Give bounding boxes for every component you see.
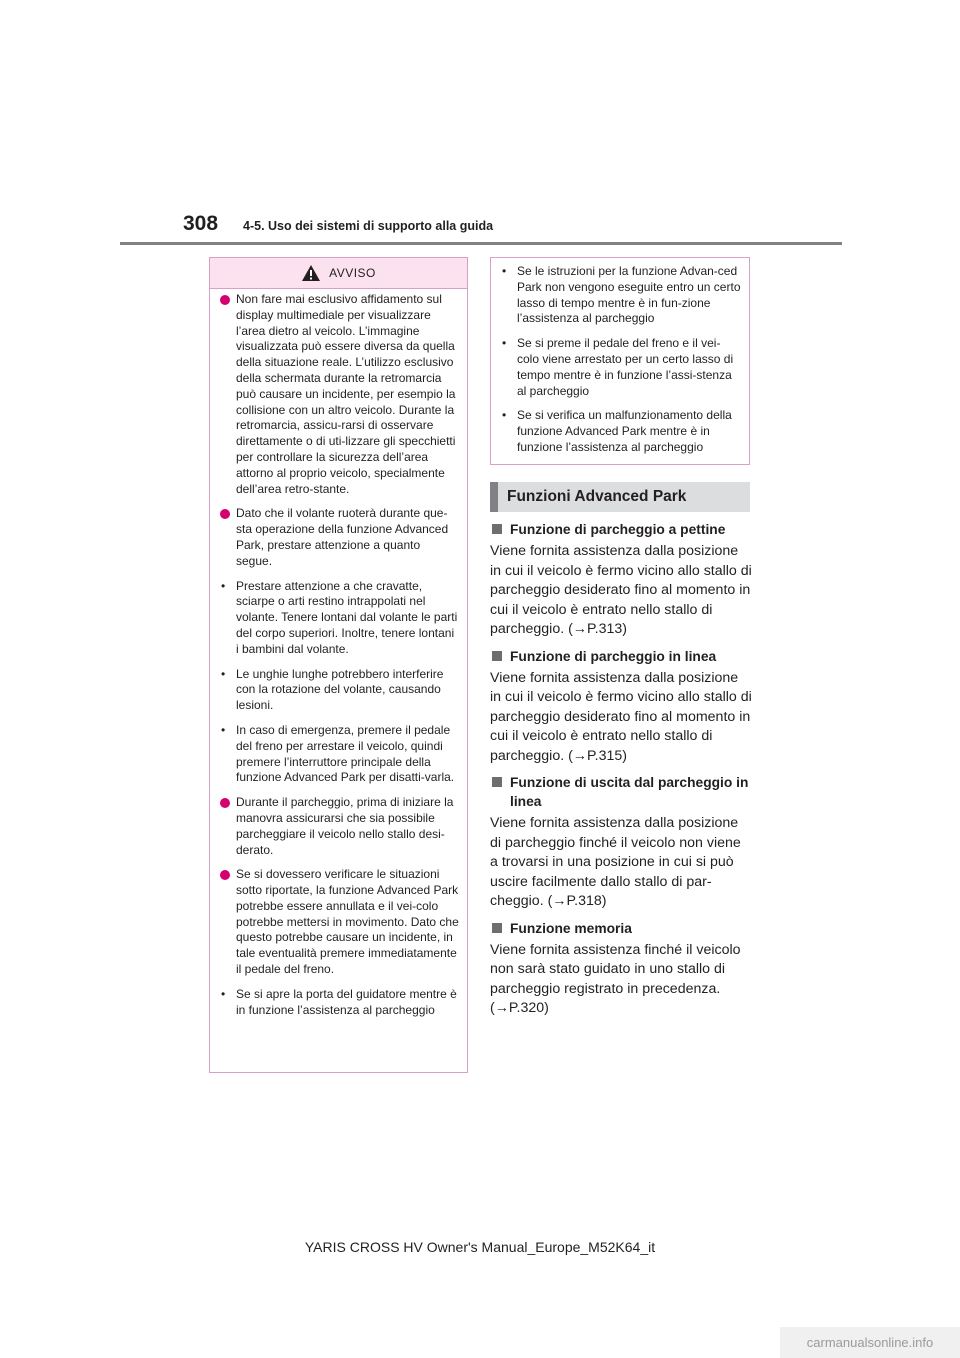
warning-item-text: Durante il parcheggio, prima di iniziare la manovra assicurarsi che sia possibile parcheggiare il veicolo nello stallo desi-derato. bbox=[236, 795, 454, 857]
function-title-text: Funzione di uscita dal parcheggio in linea bbox=[510, 775, 749, 809]
square-bullet-icon bbox=[492, 777, 502, 787]
condition-item bbox=[499, 336, 741, 399]
warning-header bbox=[210, 258, 467, 289]
function-title-text: Funzione di parcheggio a pettine bbox=[510, 522, 726, 537]
warning-subitem bbox=[218, 987, 459, 1019]
bullet-icon: • bbox=[221, 666, 226, 681]
bullet-icon: • bbox=[221, 578, 226, 593]
functions-heading-text: Funzioni Advanced Park bbox=[507, 488, 687, 505]
warning-item-text: Le unghie lunghe potrebbero interferire con la rotazione del volante, causando lesioni. bbox=[236, 666, 444, 713]
warning-item bbox=[218, 292, 459, 497]
condition-item bbox=[499, 408, 741, 455]
warning-item-text: Non fare mai esclusivo affidamento sul display multimediale per visualizzare l’area dietro al veicolo. L’immagine visualizzata può essere diversa da quella della situazione reale. L’utilizzo esclusivo della schermata durante la retromarcia può causare un incidente, per esempio la collisione con un altro veicolo. Durante la retromarcia, assicu-rarsi di osservare direttamente o di uti-lizzare gli specchietti per controllare la sicurezza dell’area attorno al proprio veicolo, specialmente dell’area retro-stante. bbox=[236, 292, 456, 496]
function-title bbox=[490, 773, 752, 811]
warning-item bbox=[218, 506, 459, 569]
bullet-icon: • bbox=[502, 336, 507, 351]
warning-item-text: Dato che il volante ruoterà durante que-sta operazione della funzione Advanced Park, prestare attenzione a quanto segue. bbox=[236, 506, 449, 568]
function-title-text: Funzione memoria bbox=[510, 920, 632, 936]
footer: YARIS CROSS HV Owner's Manual_Europe_M52K64_it bbox=[304, 1239, 656, 1255]
warning-item bbox=[218, 867, 459, 978]
section-title: 4-5. Uso dei sistemi di supporto alla guida bbox=[243, 219, 494, 233]
conditions-box bbox=[490, 257, 750, 465]
function-description: Viene fornita assistenza finché il veicolo non sarà stato guidato in uno stallo di parcheggio registrato in precedenza. (→P.320) bbox=[490, 941, 741, 1016]
warning-item-text: Se si dovessero verificare le situazioni sotto riportate, la funzione Advanced Park potrebbe essere annullata e il vei-colo potrebbe mettersi in movimento. Dato che questo potrebbe causare un incidente, in tale eventualità premere immediatamente il pedale del freno. bbox=[236, 867, 459, 977]
function-description: Viene fornita assistenza dalla posizione di parcheggio finché il veicolo non viene a trovarsi in una posizione in cui si può uscire facilmente dallo stallo di par-cheggio. (→P.318) bbox=[490, 815, 741, 909]
warning-item-text: Se si apre la porta del guidatore mentre è in funzione l’assistenza al parcheggio bbox=[236, 986, 457, 1017]
warning-subitem bbox=[218, 667, 459, 714]
bullet-dot-icon bbox=[220, 509, 230, 519]
function-description: Viene fornita assistenza dalla posizione in cui il veicolo è fermo vicino allo stallo di parcheggio desiderato fino al momento in cui il veicolo è entrato nello stallo di parcheggio. (→P.313) bbox=[490, 543, 752, 637]
functions-heading bbox=[490, 482, 750, 512]
function-title bbox=[490, 647, 752, 666]
warning-title: AVVISO bbox=[329, 266, 376, 280]
warning-item-text: In caso di emergenza, premere il pedale del freno per arrestare il veicolo, quindi premere l’interruttore principale della funzione Advanced Park per disatti-varla. bbox=[236, 722, 455, 785]
bullet-dot-icon bbox=[220, 295, 230, 305]
condition-text: Se si verifica un malfunzionamento della funzione Advanced Park mentre è in funzione l’assistenza al parcheggio bbox=[517, 408, 732, 454]
function-description: Viene fornita assistenza dalla posizione in cui il veicolo è fermo vicino allo stallo di parcheggio desiderato fino al momento in cui il veicolo è entrato nello stallo di parcheggio. (→P.315) bbox=[490, 669, 752, 764]
warning-triangle-icon bbox=[301, 264, 321, 282]
function-title bbox=[490, 919, 752, 938]
square-bullet-icon bbox=[492, 651, 502, 661]
warning-subitem bbox=[218, 579, 459, 658]
function-title-text: Funzione di parcheggio in linea bbox=[510, 648, 717, 664]
functions-list bbox=[490, 520, 752, 1026]
bullet-icon: • bbox=[502, 408, 507, 423]
condition-item bbox=[499, 264, 741, 327]
bullet-dot-icon bbox=[220, 798, 230, 808]
square-bullet-icon bbox=[492, 923, 502, 933]
warning-box bbox=[209, 257, 468, 1073]
page-number: 308 bbox=[183, 212, 219, 235]
condition-text: Se si preme il pedale del freno e il vei-colo viene arrestato per un certo lasso di tempo mentre è in funzione l’assi-stenza al parcheggio bbox=[517, 336, 734, 398]
condition-text: Se le istruzioni per la funzione Advan-ced Park non vengono eseguite entro un certo lasso di tempo mentre è in fun-zione l’assistenza al parcheggio bbox=[517, 264, 741, 326]
square-bullet-icon bbox=[492, 524, 502, 534]
header-rule bbox=[120, 242, 842, 245]
bullet-icon: • bbox=[221, 986, 226, 1001]
warning-item-text: Prestare attenzione a che cravatte, sciarpe o arti restino intrappolati nel volante. Tenere lontani dal volante le parti del corpo superiori. Inoltre, tenere lontani i bambini dal volante. bbox=[236, 578, 458, 656]
watermark: carmanualsonline.info bbox=[780, 1327, 960, 1358]
warning-body bbox=[210, 289, 467, 1018]
warning-item bbox=[218, 795, 459, 858]
bullet-icon: • bbox=[221, 722, 226, 737]
bullet-icon: • bbox=[502, 264, 507, 278]
function-title bbox=[490, 520, 752, 539]
warning-subitem bbox=[218, 723, 459, 786]
bullet-dot-icon bbox=[220, 870, 230, 880]
